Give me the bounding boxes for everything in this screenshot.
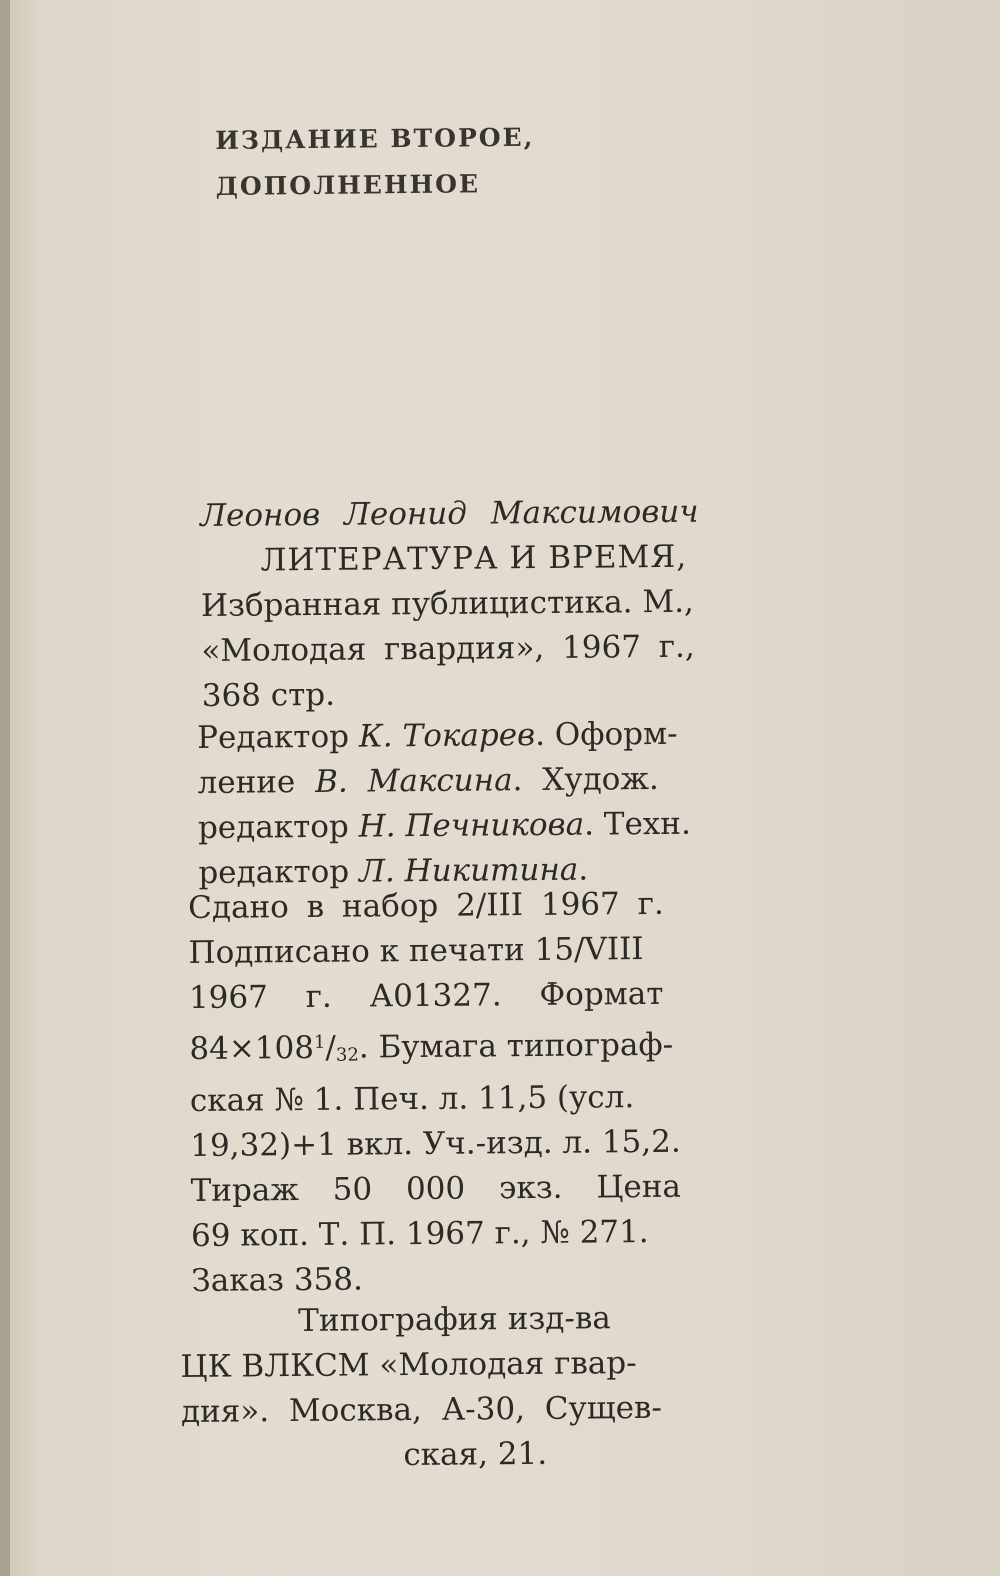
edition-line-1: ИЗДАНИЕ ВТОРОЕ, — [215, 122, 535, 155]
designer-name: В. Максина — [314, 762, 513, 800]
tech-editor-name: Л. Никитина — [358, 851, 579, 890]
press-line-1: Типография изд-ва — [298, 1300, 611, 1339]
press-line-3: дия». Москва, А-30, Сущев- — [180, 1389, 663, 1430]
edition-line-2: ДОПОЛНЕННОЕ — [215, 169, 481, 201]
credits-line-3: редактор Н. Печникова. Техн. — [197, 805, 692, 846]
press-line-4: ская, 21. — [403, 1435, 548, 1474]
editor-name: К. Токарев — [358, 717, 536, 755]
author-name: Леонов Леонид Максимович — [200, 493, 699, 534]
entry-line-3: Избранная публицистика. М., — [200, 583, 694, 624]
credits-line-4: редактор Л. Никитина. — [198, 851, 589, 891]
print-line-9: Заказ 358. — [191, 1261, 364, 1299]
print-line-6: 19,32)+1 вкл. Уч.-изд. л. 15,2. — [190, 1123, 681, 1164]
edition-note — [215, 115, 535, 210]
print-line-2: Подписано к печати 15/VIII — [188, 931, 644, 971]
book-title: ЛИТЕРАТУРА И ВРЕМЯ, — [260, 538, 688, 579]
print-details — [188, 882, 682, 1304]
entry-line-4: «Молодая гвардия», 1967 г., — [201, 628, 695, 669]
press-line-2: ЦК ВЛКСМ «Молодая гвар- — [180, 1345, 637, 1385]
print-line-1: Сдано в набор 2/III 1967 г. — [188, 885, 664, 926]
printing-house — [180, 1296, 662, 1480]
print-line-5: ская № 1. Печ. л. 11,5 (усл. — [189, 1079, 635, 1119]
editorial-credits — [197, 712, 691, 896]
bibliographic-entry — [200, 490, 700, 719]
art-editor-name: Н. Печникова — [358, 806, 585, 845]
print-line-3: 1967 г. А01327. Формат — [188, 975, 664, 1016]
credits-line-2: ление В. Максина. Худож. — [197, 760, 659, 801]
print-line-4: $84\times 108^1/32$. Бумага типограф- — [189, 1026, 674, 1067]
entry-line-5: 368 стр. — [201, 676, 336, 714]
print-line-8: 69 коп. Т. П. 1967 г., № 271. — [190, 1213, 649, 1254]
print-line-7: Тираж 50 000 экз. Цена — [190, 1168, 682, 1209]
credits-line-1: Редактор К. Токарев. Оформ- — [197, 715, 678, 756]
page-spine-edge — [0, 0, 10, 1576]
